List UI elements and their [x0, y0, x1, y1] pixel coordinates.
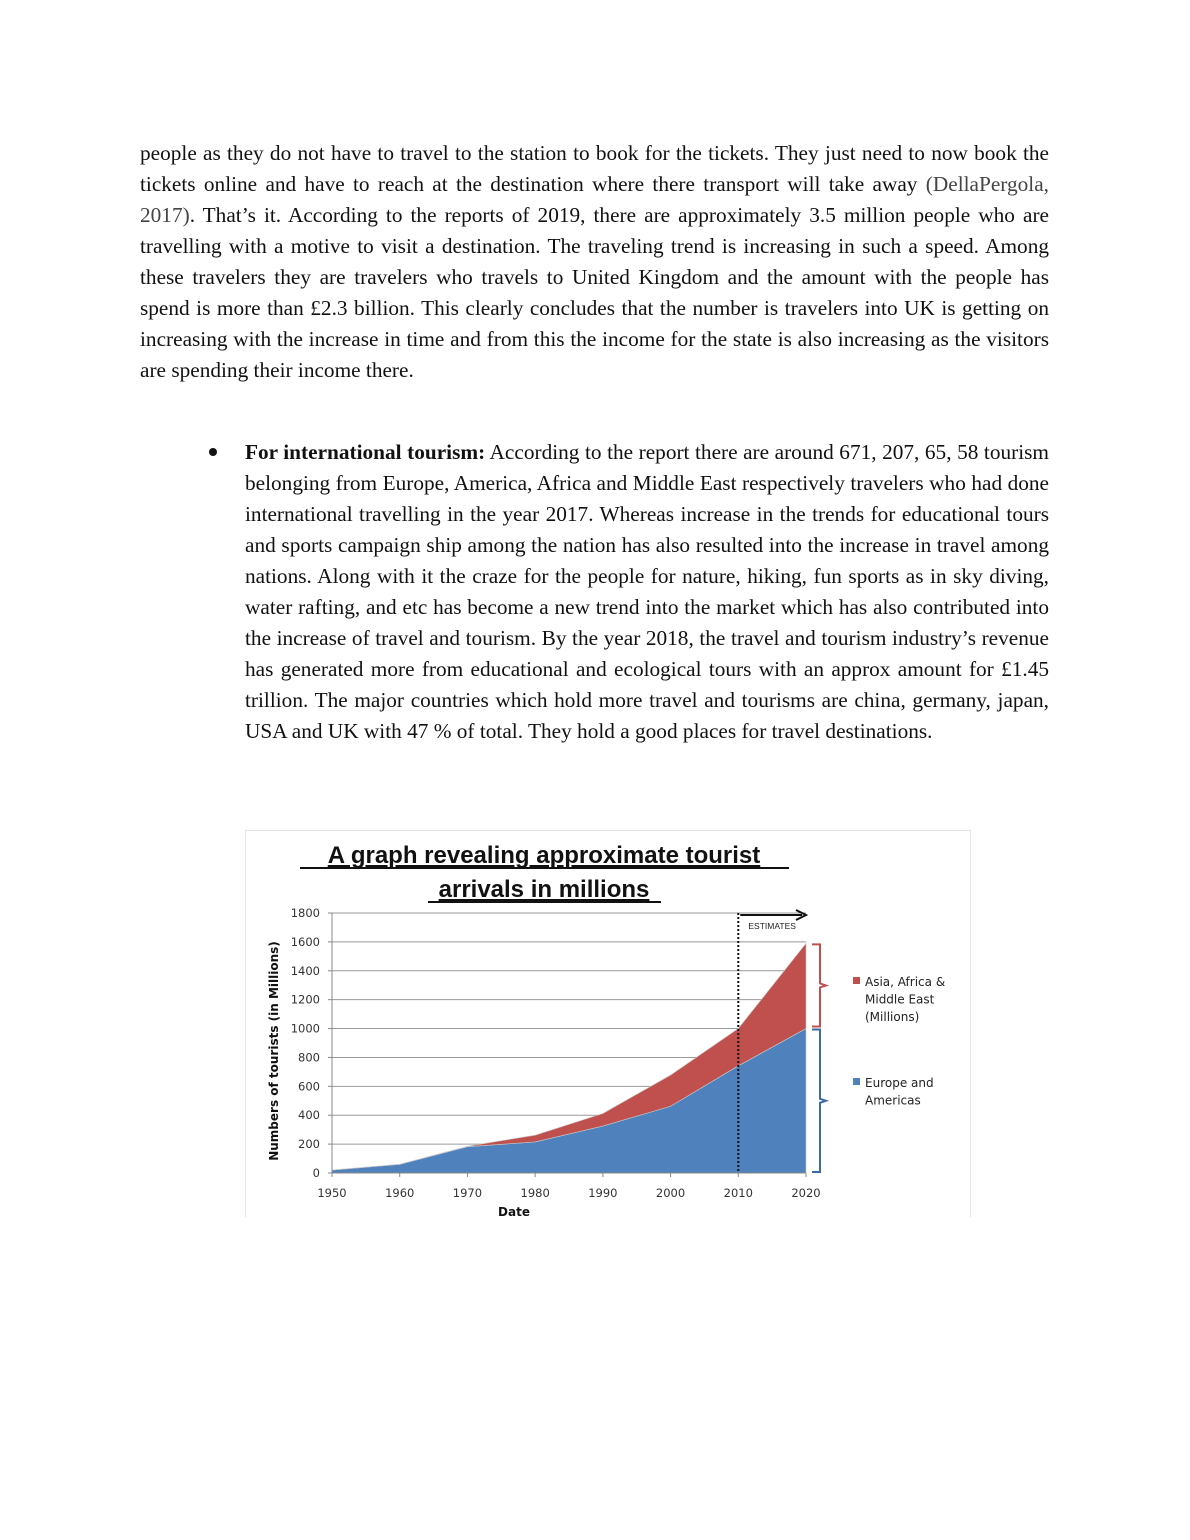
chart-title-line-1: A graph revealing approximate tourist — [327, 842, 761, 869]
legend-item — [853, 975, 945, 1024]
legend-label: (Millions) — [865, 1010, 920, 1024]
y-tick-label: 0 — [312, 1166, 320, 1180]
x-tick-label: 1980 — [520, 1186, 550, 1200]
estimates-label: ESTIMATES — [748, 921, 796, 931]
x-tick-label: 2000 — [655, 1186, 686, 1200]
citation-link[interactable]: (DellaPergola, 2017) — [140, 172, 1049, 227]
bullet-item — [245, 437, 1049, 747]
x-tick-label: 1990 — [588, 1186, 618, 1200]
legend-swatch — [853, 1078, 860, 1085]
legend-item — [853, 1076, 934, 1108]
x-tick-label: 1950 — [317, 1186, 347, 1200]
legend-label: Middle East — [865, 992, 935, 1007]
x-tick-label: 2010 — [723, 1186, 753, 1200]
chart-figure — [245, 830, 971, 1217]
y-tick-label: 1400 — [290, 963, 320, 978]
tourist-arrivals-chart — [246, 831, 970, 1217]
y-tick-label: 1600 — [290, 934, 320, 949]
y-tick-label: 400 — [298, 1108, 320, 1123]
y-tick-label: 800 — [298, 1050, 320, 1065]
y-tick-label: 1000 — [290, 1021, 320, 1036]
chart-title-line-2: arrivals in millions — [438, 876, 650, 903]
x-tick-label: 1960 — [385, 1186, 415, 1200]
legend-label: Asia, Africa & — [865, 975, 946, 989]
y-tick-label: 1800 — [290, 906, 320, 920]
body-paragraph — [140, 138, 1049, 386]
y-tick-label: 1200 — [290, 992, 320, 1007]
legend — [812, 944, 945, 1172]
chart-title — [300, 842, 789, 903]
bullet-icon — [209, 448, 217, 456]
legend-swatch — [853, 977, 860, 984]
y-axis-label: Numbers of tourists (in Millions) — [267, 941, 281, 1161]
y-tick-label: 200 — [298, 1137, 320, 1152]
x-axis-label: Date — [498, 1205, 530, 1217]
bullet-heading: For international tourism: — [245, 440, 486, 464]
y-tick-label: 600 — [298, 1079, 320, 1094]
paragraph-text: people as they do not have to travel to the station to book for the tickets. They just need to now book the tickets online and have to reach at the destination where there transport will take away — [140, 141, 1049, 196]
x-tick-label: 2020 — [791, 1186, 821, 1200]
legend-label: Americas — [865, 1093, 921, 1108]
brace-europe-americas — [812, 1030, 826, 1172]
area-series — [332, 943, 806, 1173]
paragraph-text: . That’s it. According to the reports of 2019, there are approximately 3.5 million people who are travelling with a motive to visit a destination. The traveling trend is increasing in such a speed. Among these travelers they are travelers who travels to United Kingdom and the amount with the people has spend is more than £2.3 billion. This clearly concludes that the number is travelers into UK is getting on increasing with the increase in time and from this the income for the state is also increasing as the visitors are spending their income there. — [140, 203, 1049, 382]
x-tick-label: 1970 — [452, 1186, 483, 1200]
brace-asia-africa — [812, 944, 826, 1026]
bullet-body: According to the report there are around 671, 207, 65, 58 tourism belonging from Europe, America, Africa and Middle East respectively travelers who had done international travelling in the year 2017. Whereas increase in the trends for educational tours and sports campaign ship among the nation has also resulted into the increase in travel among nations. Along with it the craze for the people for nature, hiking, fun sports as in sky diving, water rafting, and etc has become a new trend into the market which has also contributed into the increase of travel and tourism. By the year 2018, the travel and tourism industry’s revenue has generated more from educational and ecological tours with an approx amount for £1.45 trillion. The major countries which hold more travel and tourisms are china, germany, japan, USA and UK with 47 % of total. They hold a good places for travel destinations. — [245, 440, 1049, 743]
legend-label: Europe and — [865, 1076, 934, 1090]
